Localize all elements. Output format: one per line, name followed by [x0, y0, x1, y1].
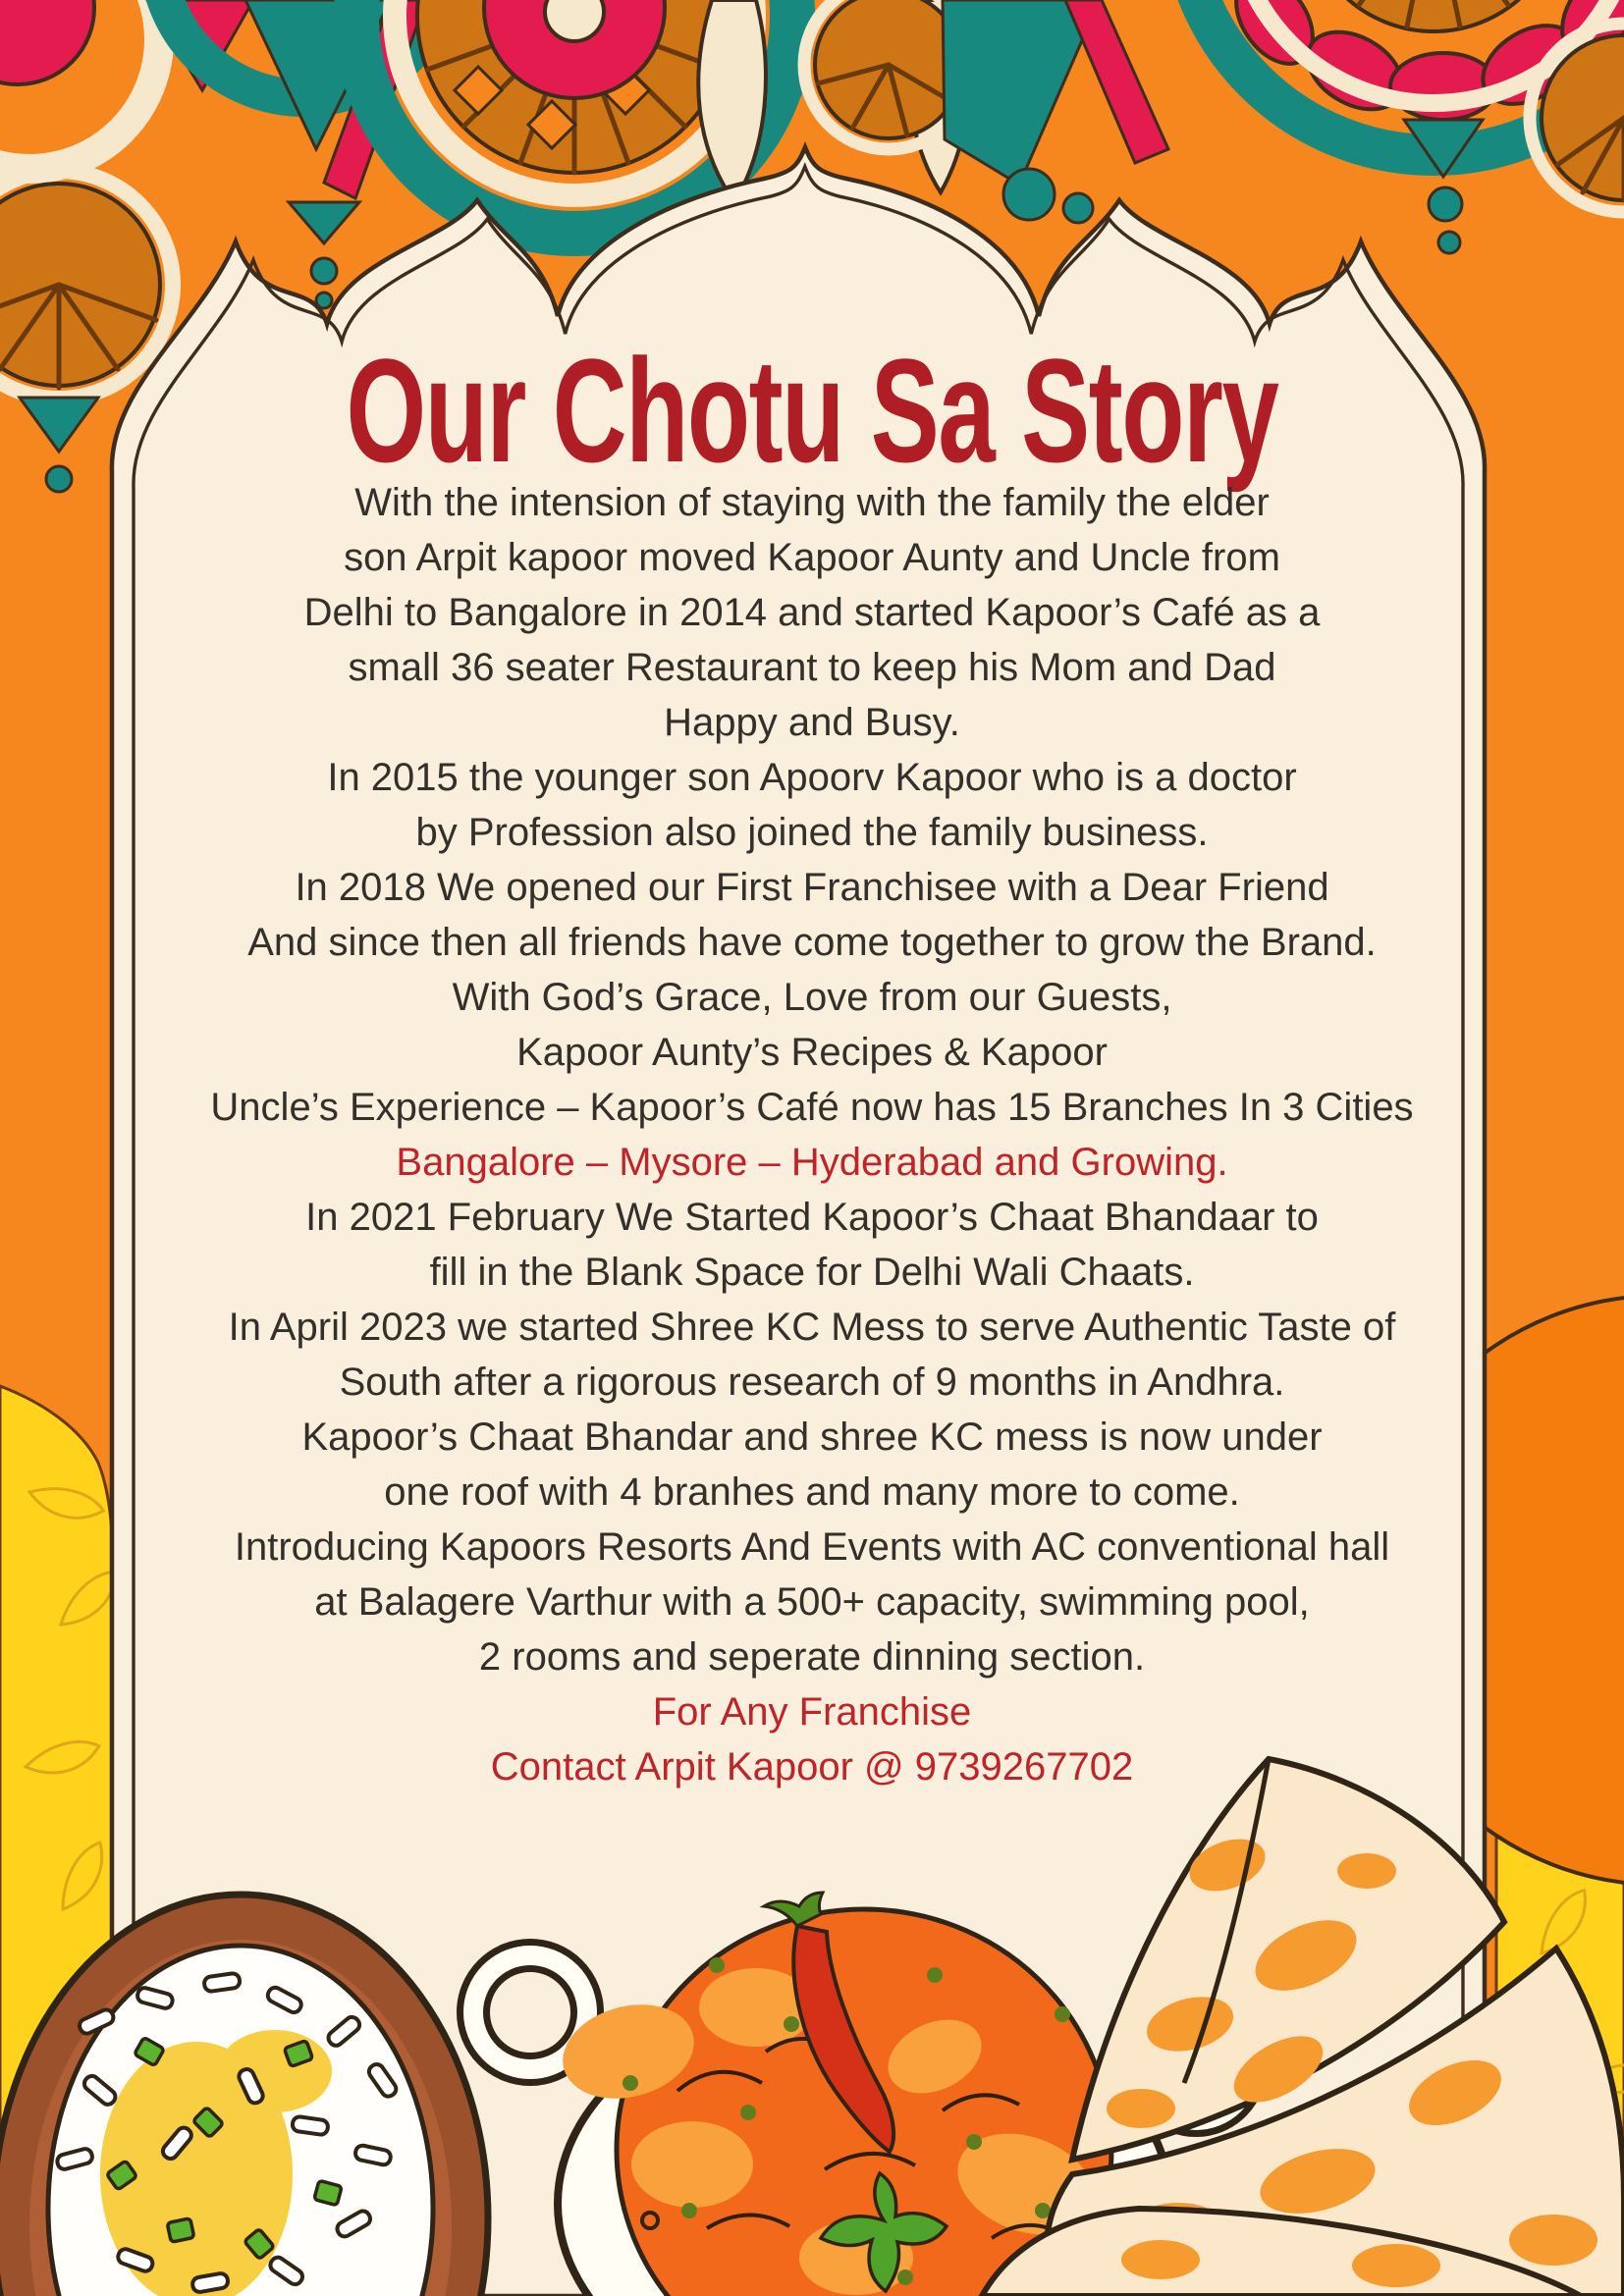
story-line: fill in the Blank Space for Delhi Wali Chaats. [429, 1251, 1195, 1294]
story-line: In 2015 the younger son Apoorv Kapoor who is a doctor [327, 756, 1297, 799]
story-line: 2 rooms and seperate dinning section. [478, 1635, 1146, 1679]
poster-title: Our Chotu Sa Story [346, 328, 1278, 493]
story-line: small 36 seater Restaurant to keep his Mom and Dad [348, 646, 1276, 689]
story-line-cities-highlight: Bangalore – Mysore – Hyderabad and Growing. [396, 1141, 1228, 1184]
story-line: by Profession also joined the family business. [415, 811, 1209, 854]
story-line: son Arpit kapoor moved Kapoor Aunty and Uncle from [344, 536, 1280, 579]
franchise-heading: For Any Franchise [652, 1690, 972, 1734]
franchise-contact: Contact Arpit Kapoor @ 9739267702 [490, 1745, 1134, 1789]
story-line: South after a rigorous research of 9 months in Andhra. [339, 1361, 1285, 1404]
story-line: at Balagere Varthur with a 500+ capacity, swimming pool, [314, 1580, 1310, 1624]
story-line: In April 2023 we started Shree KC Mess to serve Authentic Taste of [228, 1306, 1396, 1349]
story-line: Uncle’s Experience – Kapoor’s Café now has 15 Branches In 3 Cities [210, 1086, 1414, 1129]
striped-fan-left [0, 171, 173, 399]
story-line: In 2018 We opened our First Franchisee with a Dear Friend [295, 866, 1329, 909]
story-line: Delhi to Bangalore in 2014 and started Kapoor’s Café as a [303, 591, 1321, 634]
story-line: And since then all friends have come together to grow the Brand. [247, 921, 1377, 964]
story-line: Introducing Kapoors Resorts And Events with AC conventional hall [234, 1525, 1390, 1569]
story-line: Kapoor Aunty’s Recipes & Kapoor [516, 1031, 1108, 1074]
story-line: one roof with 4 branhes and many more to come. [384, 1470, 1240, 1514]
story-line: In 2021 February We Started Kapoor’s Chaat Bhandaar to [305, 1196, 1319, 1239]
story-line: With the intension of staying with the family the elder [354, 481, 1270, 524]
story-line: With God’s Grace, Love from our Guests, [452, 976, 1172, 1019]
story-line: Happy and Busy. [664, 701, 960, 744]
story-line: Kapoor’s Chaat Bhandar and shree KC mess is now under [301, 1415, 1323, 1459]
